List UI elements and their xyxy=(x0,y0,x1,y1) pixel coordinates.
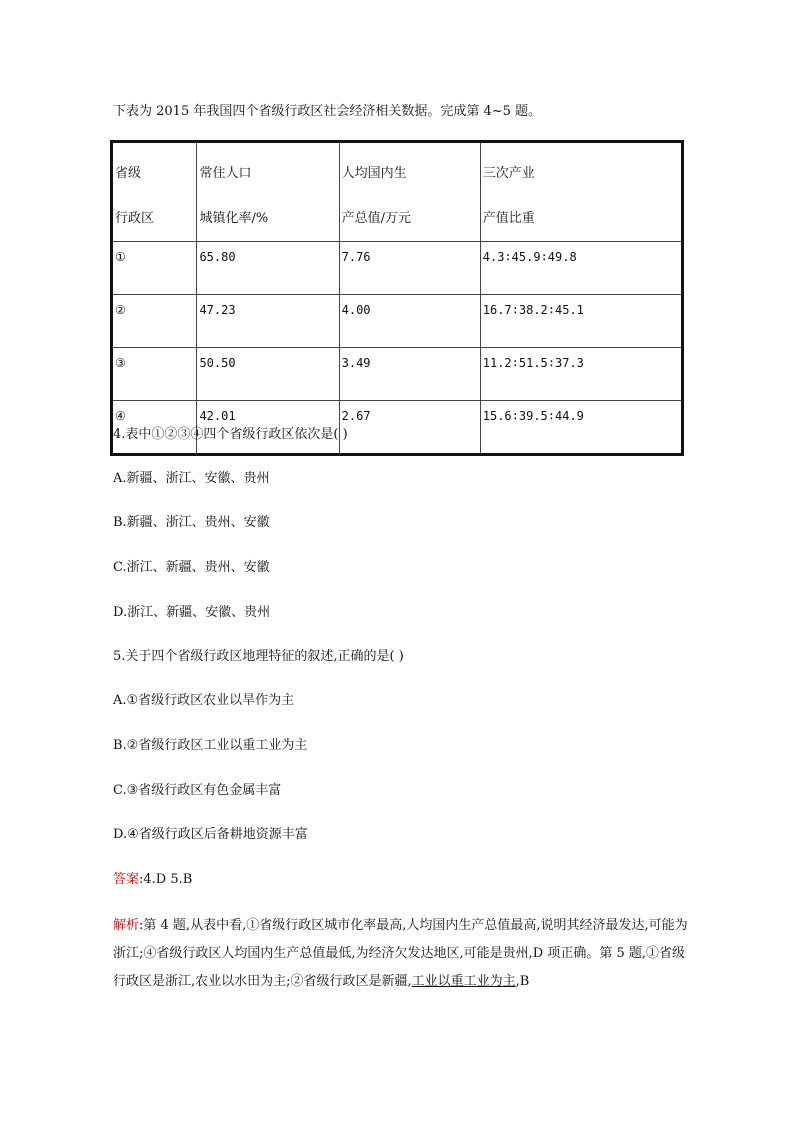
table-cell: 42.01 xyxy=(197,401,339,455)
table-cell: 65.80 xyxy=(197,242,339,295)
question-4-option-b: B.新疆、浙江、贵州、安徽 xyxy=(113,515,270,530)
table-cell: 50.50 xyxy=(197,348,339,401)
table-cell: 15.6∶39.5∶44.9 xyxy=(480,401,682,455)
table-cell: 4.00 xyxy=(339,295,480,348)
answer-line xyxy=(113,871,192,889)
question-4-option-a: A.新疆、浙江、安徽、贵州 xyxy=(113,471,270,486)
header-cell: 三次产业 产值比重 xyxy=(480,142,682,242)
table-cell: 2.67 xyxy=(339,401,480,455)
header-cell: 常住人口 城镇化率/% xyxy=(197,142,339,242)
table-cell: 47.23 xyxy=(197,295,339,348)
question-4-option-c: C.浙江、新疆、贵州、安徽 xyxy=(113,560,270,575)
analysis-text-tail: ,B xyxy=(515,974,530,989)
data-table xyxy=(110,140,684,456)
analysis-paragraph xyxy=(113,912,688,996)
header-cell: 人均国内生 产总值/万元 xyxy=(339,142,480,242)
table-row xyxy=(112,348,683,401)
analysis-label: 解析 xyxy=(113,918,140,933)
table-row xyxy=(112,295,683,348)
table-header-row xyxy=(112,142,683,242)
question-4-option-d: D.浙江、新疆、安徽、贵州 xyxy=(113,605,271,620)
analysis-underlined-text: 工业以重工业为主 xyxy=(411,974,516,989)
header-cell: 省级 行政区 xyxy=(112,142,197,242)
question-4-stem: 4.表中①②③④四个省级行政区依次是( ) xyxy=(113,427,348,442)
table-cell: 4.3∶45.9∶49.8 xyxy=(480,242,682,295)
analysis-text: :第 4 题,从表中看,①省级行政区城市化率最高,人均国内生产总值最高,说明其经济最发达,可能为浙江;④省级行政区人均国内生产总值最低,为经济欠发达地区,可能是贵州,D 项正确。第 5 题,①省级行政区是浙江,农业以水田为主;②省级行政区是新疆, xyxy=(113,918,688,989)
answer-label: 答案 xyxy=(113,872,140,887)
table-cell: 11.2∶51.5∶37.3 xyxy=(480,348,682,401)
intro-text: 下表为 2015 年我国四个省级行政区社会经济相关数据。完成第 4~5 题。 xyxy=(113,104,542,119)
table-cell: ③ xyxy=(112,348,197,401)
table-cell: 16.7∶38.2∶45.1 xyxy=(480,295,682,348)
question-5-stem: 5.关于四个省级行政区地理特征的叙述,正确的是( ) xyxy=(113,649,404,664)
table-cell: 3.49 xyxy=(339,348,480,401)
answer-text: :4.D 5.B xyxy=(139,872,193,887)
table-cell: ① xyxy=(112,242,197,295)
table-row xyxy=(112,242,683,295)
question-5-option-c: C.③省级行政区有色金属丰富 xyxy=(113,783,282,798)
table-cell: ④ xyxy=(112,401,197,455)
table-cell: ② xyxy=(112,295,197,348)
question-5-option-d: D.④省级行政区后备耕地资源丰富 xyxy=(113,827,308,842)
question-5-option-b: B.②省级行政区工业以重工业为主 xyxy=(113,738,308,753)
question-5-option-a: A.①省级行政区农业以旱作为主 xyxy=(113,693,295,708)
table-cell: 7.76 xyxy=(339,242,480,295)
